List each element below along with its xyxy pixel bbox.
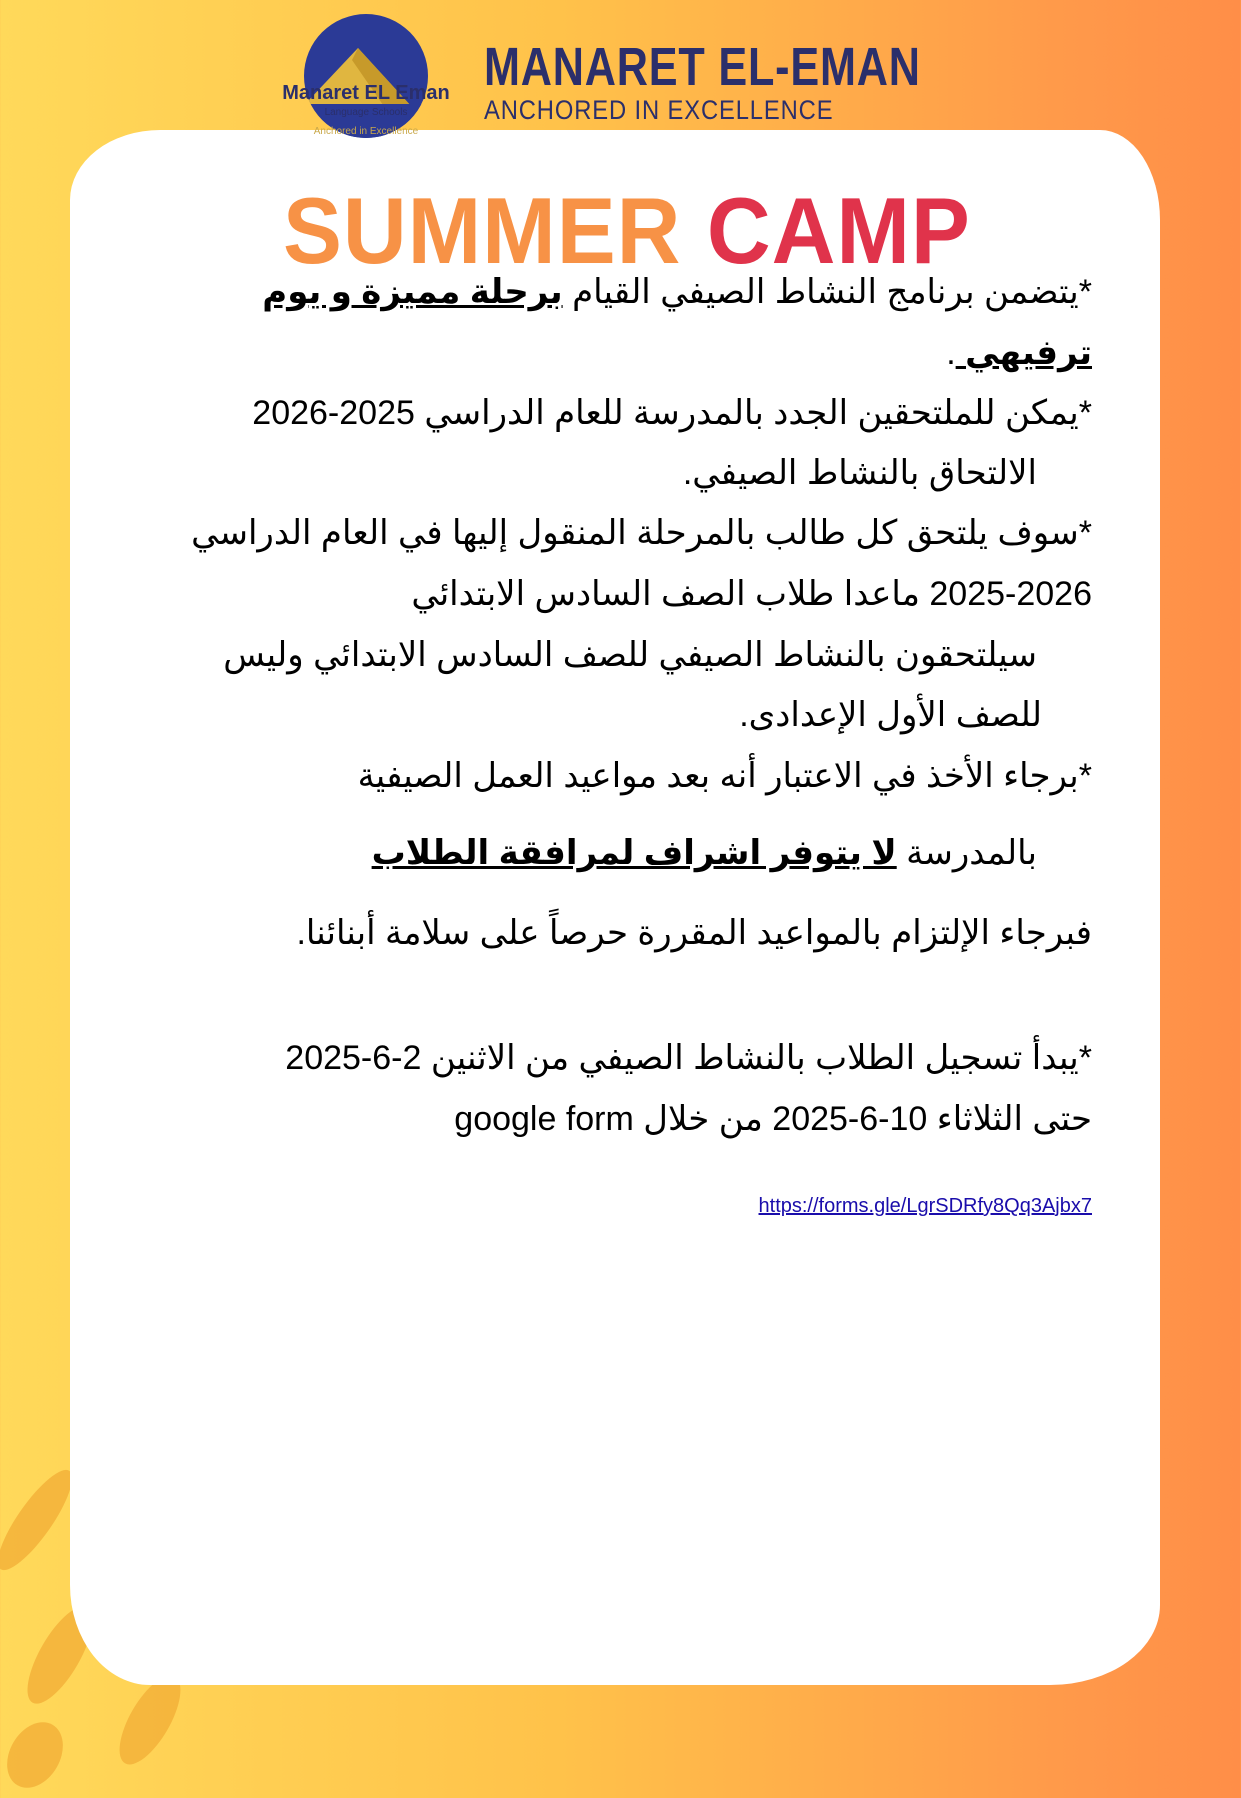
text-line-1 — [262, 272, 1092, 313]
text-line-5: *سوف يلتحق كل طالب بالمرحلة المنقول إليها في العام الدراسي — [191, 514, 1092, 552]
text-line-9: *برجاء الأخذ في الاعتبار أنه بعد مواعيد العمل الصيفية — [357, 757, 1092, 795]
logo-text-name: Manaret EL Eman — [282, 82, 450, 104]
text-line-11: فبرجاء الإلتزام بالمواعيد المقررة حرصاً على سلامة أبنائنا. — [296, 914, 1092, 952]
text-line-10 — [372, 833, 1037, 874]
line-10-plain: بالمدرسة — [896, 834, 1037, 872]
announcement-body — [150, 258, 1092, 1218]
title-word-camp: CAMP — [706, 178, 971, 283]
text-line-6: 2025-2026 ماعدا طلاب الصف السادس الابتدائي — [411, 575, 1092, 613]
line-2-plain: . — [946, 334, 956, 372]
line-1-bold: برحلة مميزة و يوم — [262, 273, 563, 311]
logo-text-sub: Language Schools — [324, 107, 408, 118]
line-2-bold: ترفيهي — [955, 334, 1092, 372]
text-line-13: حتى الثلاثاء 10-6-2025 من خلال google form — [454, 1100, 1092, 1138]
decor-blob — [0, 1712, 74, 1798]
school-logo — [272, 8, 460, 148]
line-1-plain: *يتضمن برنامج النشاط الصيفي القيام — [562, 273, 1092, 311]
google-form-link[interactable]: https://forms.gle/LgrSDRfy8Qq3Ajbx7 — [758, 1195, 1092, 1217]
brand-tagline: ANCHORED IN EXCELLENCE — [484, 95, 834, 125]
logo-text-motto: Anchored in Excellence — [313, 126, 419, 137]
line-10-bold: لا يتوفر اشراف لمرافقة الطلاب — [371, 834, 897, 872]
title-word-summer: SUMMER — [283, 178, 682, 283]
text-line-2 — [946, 333, 1092, 374]
text-line-3: *يمكن للملتحقين الجدد بالمدرسة للعام الدراسي 2025-2026 — [252, 394, 1092, 432]
text-line-7: سيلتحقون بالنشاط الصيفي للصف السادس الابتدائي وليس — [223, 636, 1037, 674]
text-line-4: الالتحاق بالنشاط الصيفي. — [682, 454, 1037, 492]
brand-name: MANARET EL-EMAN — [484, 37, 921, 97]
text-line-8: للصف الأول الإعدادى. — [739, 696, 1042, 734]
text-line-12: *يبدأ تسجيل الطلاب بالنشاط الصيفي من الاثنين 2-6-2025 — [285, 1039, 1092, 1077]
